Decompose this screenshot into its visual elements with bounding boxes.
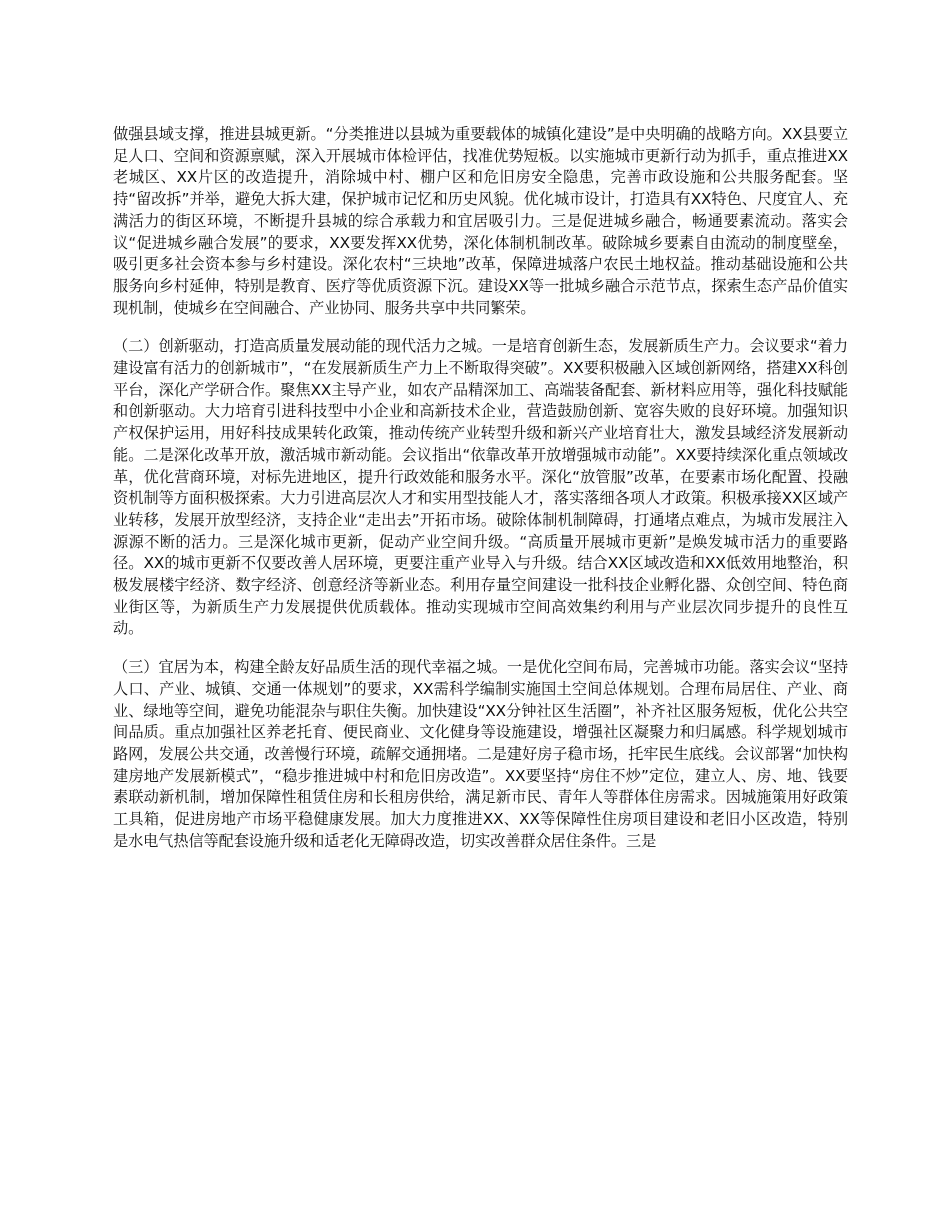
paragraph-livable-city: （三）宜居为本，构建全龄友好品质生活的现代幸福之城。一是优化空间布局，完善城市功能。落实会议“坚持人口、产业、城镇、交通一体规划”的要求，XX需科学编制实施国土空间总体规划。合理布局居住、产业、商业、绿地等空间，避免功能混杂与职住失衡。加快建设“XX分钟社区生活圈”，补齐社区服务短板，优化公共空间品质。重点加强社区养老托育、便民商业、文化健身等设施建设，增强社区凝聚力和归属感。科学规划城市路网，发展公共交通，改善慢行环境，疏解交通拥堵。二是建好房子稳市场，托牢民生底线。会议部署“加快构建房地产发展新模式”，“稳步推进城中村和危旧房改造”。XX要坚持“房住不炒”定位，建立人、房、地、钱要素联动新机制，增加保障性租赁住房和长租房供给，满足新市民、青年人等群体住房需求。因城施策用好政策工具箱，促进房地产市场平稳健康发展。加大力度推进XX、XX等保障性住房项目建设和老旧小区改造，特别是水电气热信等配套设施升级和适老化无障碍改造，切实改善群众居住条件。三是 [113, 658, 848, 850]
paragraph-innovation-driven: （二）创新驱动，打造高质量发展动能的现代活力之城。一是培育创新生态，发展新质生产力。会议要求“着力建设富有活力的创新城市”，“在发展新质生产力上不断取得突破”。XX要积极融入区域创新网络，搭建XX科创平台，深化产学研合作。聚焦XX主导产业，如农产品精深加工、高端装备配套、新材料应用等，强化科技赋能和创新驱动。大力培育引进科技型中小企业和高新技术企业，营造鼓励创新、宽容失败的良好环境。加强知识产权保护运用，用好科技成果转化政策，推动传统产业转型升级和新兴产业培育壮大，激发县域经济发展新动能。二是深化改革开放，激活城市新动能。会议指出“依靠改革开放增强城市动能”。XX要持续深化重点领域改革，优化营商环境，对标先进地区，提升行政效能和服务水平。深化“放管服”改革，在要素市场化配置、投融资机制等方面积极探索。大力引进高层次人才和实用型技能人才，落实落细各项人才政策。积极承接XX区域产业转移，发展开放型经济，支持企业“走出去”开拓市场。破除体制机制障碍，打通堵点难点，为城市发展注入源源不断的活力。三是深化城市更新，促动产业空间升级。“高质量开展城市更新”是焕发城市活力的重要路径。XX的城市更新不仅要改善人居环境，更要注重产业导入与升级。结合XX区域改造和XX低效用地整治，积极发展楼宇经济、数字经济、创意经济等新业态。利用存量空间建设一批科技企业孵化器、众创空间、特色商业街区等，为新质生产力发展提供优质载体。推动实现城市空间高效集约利用与产业层次同步提升的良性互动。 [113, 337, 848, 638]
paragraph-county-renewal: 做强县域支撑，推进县城更新。“分类推进以县城为重要载体的城镇化建设”是中央明确的战略方向。XX县要立足人口、空间和资源禀赋，深入开展城市体检评估，找准优势短板。以实施城市更新行动为抓手，重点推进XX老城区、XX片区的改造提升，消除城中村、棚户区和危旧房安全隐患，完善市政设施和公共服务配套。坚持“留改拆”并举，避免大拆大建，保护城市记忆和历史风貌。优化城市设计，打造具有XX特色、尺度宜人、充满活力的街区环境，不断提升县城的综合承载力和宜居吸引力。三是促进城乡融合，畅通要素流动。落实会议“促进城乡融合发展”的要求，XX要发挥XX优势，深化体制机制改革。破除城乡要素自由流动的制度壁垒，吸引更多社会资本参与乡村建设。深化农村“三块地”改革，保障进城落户农民土地权益。推动基础设施和公共服务向乡村延伸，特别是教育、医疗等优质资源下沉。建设XX等一批城乡融合示范节点，探索生态产品价值实现机制，使城乡在空间融合、产业协同、服务共享中共同繁荣。 [113, 125, 848, 317]
document-body [113, 124, 848, 870]
